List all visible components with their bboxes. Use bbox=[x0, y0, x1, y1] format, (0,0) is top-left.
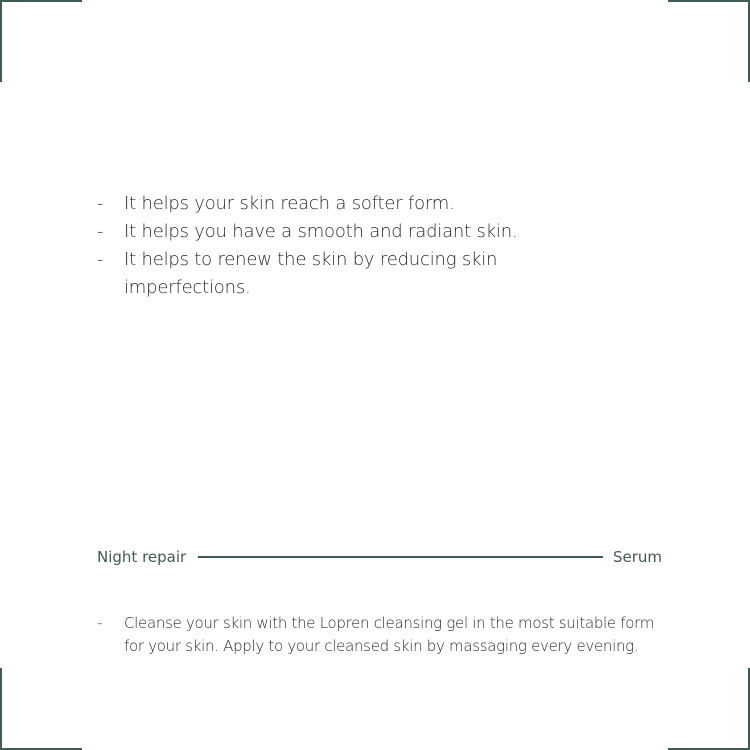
benefit-text: It helps to renew the skin by reducing skin imperfections. bbox=[124, 249, 498, 298]
benefit-item bbox=[97, 246, 527, 302]
product-divider bbox=[97, 545, 662, 569]
benefit-item bbox=[97, 218, 527, 246]
corner-mark-bottom-left bbox=[0, 668, 82, 750]
corner-mark-bottom-right bbox=[668, 668, 750, 750]
bullet-dash: - bbox=[97, 193, 104, 214]
bullet-dash: - bbox=[97, 221, 104, 242]
benefit-text: It helps you have a smooth and radiant skin. bbox=[124, 221, 518, 242]
bullet-dash: - bbox=[97, 614, 103, 632]
usage-item bbox=[97, 612, 667, 658]
usage-list bbox=[97, 612, 667, 658]
corner-mark-top-left bbox=[0, 0, 82, 82]
corner-mark-top-right bbox=[668, 0, 750, 82]
product-line-label: Night repair bbox=[97, 548, 187, 566]
benefit-item bbox=[97, 190, 527, 218]
bullet-dash: - bbox=[97, 249, 104, 270]
usage-text: Cleanse your skin with the Lopren cleansing gel in the most suitable form for your skin. Apply to your cleansed skin by massaging every evening. bbox=[124, 614, 655, 655]
benefit-text: It helps your skin reach a softer form. bbox=[124, 193, 455, 214]
product-type-label: Serum bbox=[612, 548, 662, 566]
benefits-list bbox=[97, 190, 527, 302]
divider-line bbox=[198, 556, 603, 558]
